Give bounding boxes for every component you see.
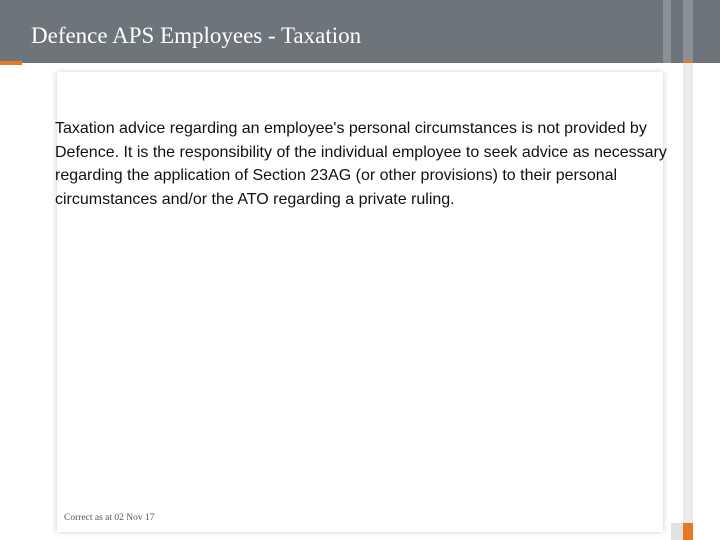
side-decoration — [683, 63, 693, 523]
accent-bar-left — [0, 61, 22, 65]
header-stripe — [663, 0, 671, 63]
accent-bar-bottom — [683, 523, 693, 540]
side-decoration-bottom — [671, 523, 683, 540]
header-stripe — [683, 0, 693, 63]
slide-title: Defence APS Employees - Taxation — [31, 23, 362, 48]
body-paragraph: Taxation advice regarding an employee's personal circumstances is not provided by Defence. It is the responsibility of the individual employee to seek advice as necessary regarding the application of Section 23AG (or other provisions) to their personal circumstances and/or the ATO regarding a private ruling. — [55, 120, 667, 208]
title-bar — [0, 0, 720, 63]
footer-date: Correct as at 02 Nov 17 — [64, 513, 155, 523]
